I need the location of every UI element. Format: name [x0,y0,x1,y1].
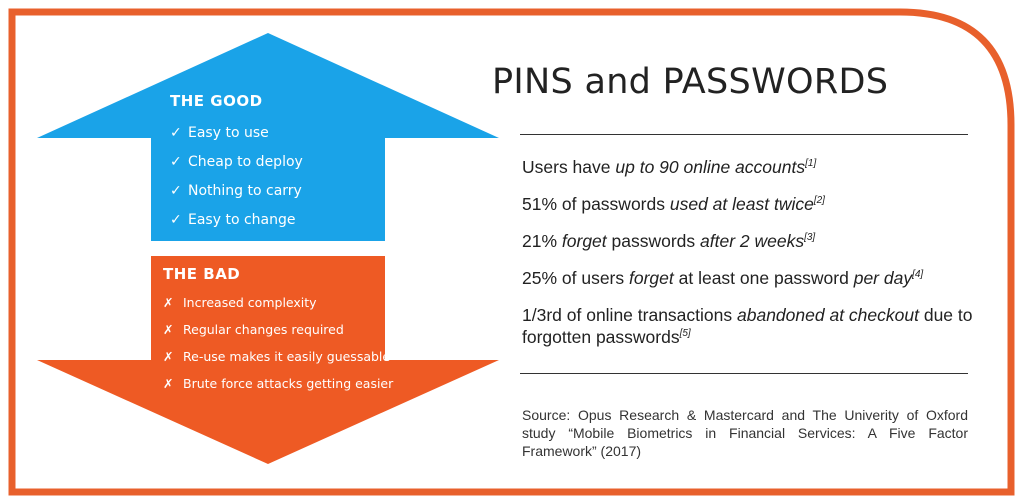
good-item-label: Easy to change [188,212,296,228]
stat-text: 1/3rd of online transactions [522,305,737,325]
check-icon: ✓ [170,154,182,170]
stat-text: 25% of users [522,268,629,288]
check-icon: ✓ [170,125,182,141]
divider-bottom [520,373,968,374]
footnote-ref: [5] [679,328,691,340]
stat-text: used at least twice [669,194,814,214]
stat-text: forget [629,268,674,288]
footnote-ref: [2] [813,195,825,207]
footnote-ref: [3] [804,232,816,244]
good-item [170,119,303,148]
bad-item-label: Regular changes required [183,322,344,337]
bad-item-label: Increased complexity [183,295,317,310]
stat-text: due to forgotten passwords [522,305,973,347]
good-item-label: Nothing to carry [188,183,302,199]
stat-text: at least one password [673,268,854,288]
bad-title: THE BAD [163,265,241,283]
stat-text: Users have [522,157,616,177]
good-item [170,206,303,235]
good-list [170,119,303,235]
stat-text: after 2 weeks [700,231,805,251]
page-title: PINS and PASSWORDS [492,62,889,102]
footnote-ref: [4] [912,269,924,281]
check-icon: ✓ [170,212,182,228]
good-item-label: Easy to use [188,125,269,141]
bad-section [163,265,393,397]
stats-list [522,156,974,363]
stat-text: passwords [606,231,701,251]
stat-item [522,267,974,289]
bad-item [163,289,393,316]
cross-icon: ✗ [163,349,174,364]
cross-icon: ✗ [163,322,174,337]
good-item [170,177,303,206]
stat-text: per day [853,268,913,288]
bad-item-label: Brute force attacks getting easier [183,376,394,391]
stat-item [522,230,974,252]
footnote-ref: [1] [805,158,817,170]
divider-top [520,134,968,135]
stat-text: 51% of passwords [522,194,670,214]
bad-list [163,289,393,397]
stat-item [522,193,974,215]
good-item [170,148,303,177]
bad-item-label: Re-use makes it easily guessable [183,349,391,364]
good-item-label: Cheap to deploy [188,154,303,170]
bad-item [163,316,393,343]
check-icon: ✓ [170,183,182,199]
stat-text: abandoned at checkout [737,305,919,325]
stat-text: forget [561,231,607,251]
bad-item [163,370,393,397]
stat-text: 21% [522,231,562,251]
good-title: THE GOOD [170,92,263,110]
bad-item [163,343,393,370]
good-section [170,92,303,235]
cross-icon: ✗ [163,376,174,391]
stat-item [522,304,974,348]
stat-text: up to 90 online accounts [615,157,806,177]
cross-icon: ✗ [163,295,174,310]
stat-item [522,156,974,178]
source-citation: Source: Opus Research & Mastercard and The Univerity of Oxford study “Mobile Biometrics in Financial Services: A Five Factor Framework” (2017) [522,407,968,459]
